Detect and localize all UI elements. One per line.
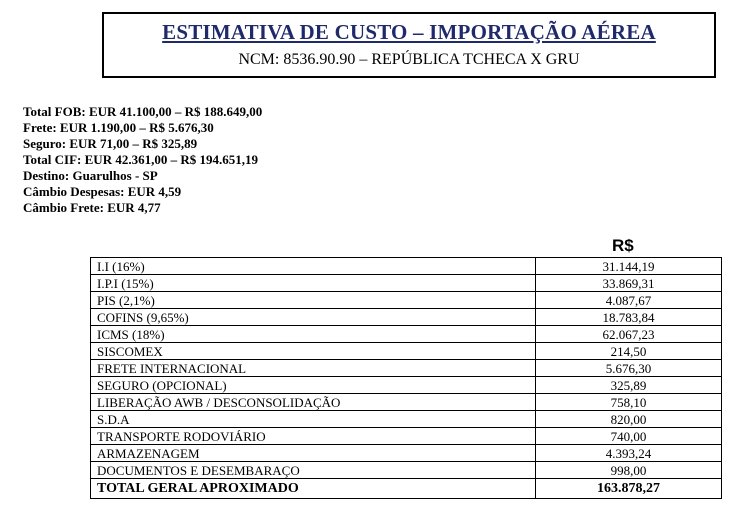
summary-info [23, 104, 262, 216]
info-frete: Frete: EUR 1.190,00 – R$ 5.676,30 [23, 120, 214, 135]
row-label: FRETE INTERNACIONAL [91, 360, 536, 377]
row-value: 18.783,84 [536, 309, 722, 326]
row-label: DOCUMENTOS E DESEMBARAÇO [91, 462, 536, 479]
info-seguro: Seguro: EUR 71,00 – R$ 325,89 [23, 136, 198, 151]
row-value: 62.067,23 [536, 326, 722, 343]
table-row [91, 258, 722, 275]
row-value: 33.869,31 [536, 275, 722, 292]
table-row [91, 360, 722, 377]
table-row [91, 428, 722, 445]
info-cambio-frete: Câmbio Frete: EUR 4,77 [23, 200, 161, 215]
title-box [102, 12, 716, 78]
page-title: ESTIMATIVA DE CUSTO – IMPORTAÇÃO AÉREA [162, 20, 656, 44]
row-value: 31.144,19 [536, 258, 722, 275]
info-total-fob: Total FOB: EUR 41.100,00 – R$ 188.649,00 [23, 104, 263, 119]
row-value: 740,00 [536, 428, 722, 445]
row-value: 820,00 [536, 411, 722, 428]
row-label: S.D.A [91, 411, 536, 428]
row-value: 4.393,24 [536, 445, 722, 462]
info-destino: Destino: Guarulhos - SP [23, 168, 158, 183]
total-row [91, 479, 722, 499]
row-value: 998,00 [536, 462, 722, 479]
row-label: COFINS (9,65%) [91, 309, 536, 326]
row-label: ARMAZENAGEM [91, 445, 536, 462]
info-cambio-despesas: Câmbio Despesas: EUR 4,59 [23, 184, 182, 199]
table-row [91, 411, 722, 428]
total-value: 163.878,27 [536, 479, 722, 499]
row-value: 325,89 [536, 377, 722, 394]
currency-header: R$ [612, 236, 634, 255]
row-value: 758,10 [536, 394, 722, 411]
table-row [91, 326, 722, 343]
row-value: 5.676,30 [536, 360, 722, 377]
table-row [91, 394, 722, 411]
table-row [91, 343, 722, 360]
row-value: 214,50 [536, 343, 722, 360]
cost-table [90, 257, 722, 499]
row-label: LIBERAÇÃO AWB / DESCONSOLIDAÇÃO [91, 394, 536, 411]
row-label: SISCOMEX [91, 343, 536, 360]
row-label: I.P.I (15%) [91, 275, 536, 292]
table-row [91, 462, 722, 479]
row-label: SEGURO (OPCIONAL) [91, 377, 536, 394]
table-row [91, 309, 722, 326]
row-label: I.I (16%) [91, 258, 536, 275]
table-row [91, 292, 722, 309]
table-row [91, 445, 722, 462]
table-row [91, 275, 722, 292]
info-total-cif: Total CIF: EUR 42.361,00 – R$ 194.651,19 [23, 152, 258, 167]
row-label: TRANSPORTE RODOVIÁRIO [91, 428, 536, 445]
page-subtitle: NCM: 8536.90.90 – REPÚBLICA TCHECA X GRU [238, 51, 580, 68]
total-label: TOTAL GERAL APROXIMADO [91, 479, 536, 499]
row-value: 4.087,67 [536, 292, 722, 309]
row-label: PIS (2,1%) [91, 292, 536, 309]
row-label: ICMS (18%) [91, 326, 536, 343]
table-row [91, 377, 722, 394]
